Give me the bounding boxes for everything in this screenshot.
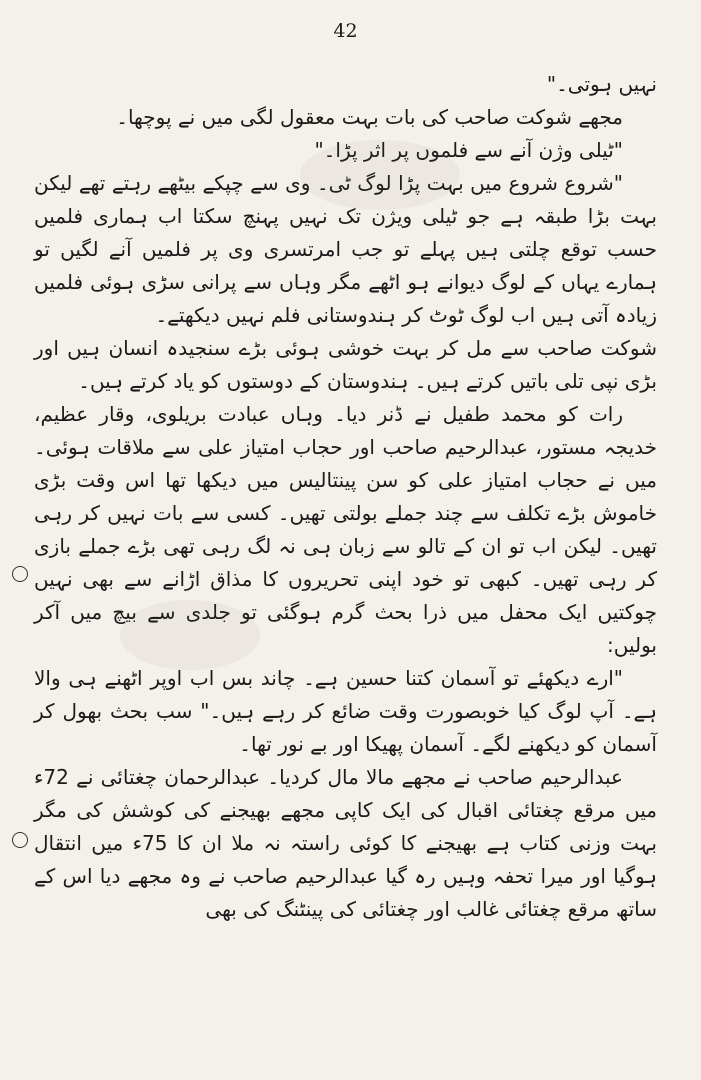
page-number: 42: [333, 20, 358, 42]
paper-smudge: [120, 600, 260, 670]
paragraph: عبدالرحیم صاحب نے مجھے مالا مال کردیا۔ عبدالرحمان چغتائی نے 72ء میں مرقع چغتائی اقبال کی ایک کاپی مجھے بھیجنے کی کوشش کی مگر بہت وزنی کتاب ہے بھیجنے کا کوئی راستہ نہ ملا ان کا 75ء میں انتقال ہوگیا اور میرا تحفہ وہیں رہ گیا عبدالرحیم صاحب نے وہ مجھے دیا اس کے ساتھ مرقع چغتائی غالب اور چغتائی کی پینٹنگ کی بھی: [34, 765, 657, 921]
margin-circle-mark: [12, 832, 28, 848]
paragraph: "ارے دیکھئے تو آسمان کتنا حسین ہے۔ چاند بس اب اوپر اٹھنے ہی والا ہے۔ آپ لوگ کیا خوبصورت وقت ضائع کر رہے ہیں۔" سب بحث بھول کر آسمان کو دیکھنے لگے۔ آسمان پھیکا اور بے نور تھا۔: [34, 666, 657, 756]
paragraph: رات کو محمد طفیل نے ڈنر دیا۔ وہاں عبادت بریلوی، وقار عظیم، خدیجہ مستور، عبدالرحیم صاحب اور حجاب امتیاز علی سے ملاقات ہوئی۔ میں نے حجاب امتیاز علی کو سن پینتالیس میں دیکھا تھا اس وقت بڑی خاموش بڑے تکلف سے چند جملے بولتی تھیں۔ کسی سے بات نہیں کر رہی تھیں۔ لیکن اب تو ان کے تالو سے زبان ہی نہ لگ رہی تھی بڑے جملے بازی کر رہی تھیں۔ کبھی تو خود اپنی تحریروں کا مذاق اڑانے سے بھی نہیں چوکتیں ایک محفل میں ذرا بحث گرم ہوگئی تو جلدی سے بیچ میں آکر بولیں:: [34, 402, 657, 657]
paragraph: "شروع شروع میں بہت پڑا لوگ ٹی۔ وی سے چپکے بیٹھے رہتے تھے لیکن بہت بڑا طبقہ ہے جو ٹیلی ویژن تک نہیں پہنچ سکتا اب ہماری فلمیں حسب توقع چلتی ہیں پہلے تو جب امرتسری وی پر فلمیں آنے لگیں تو ہمارے یہاں کے لوگ دیوانے ہو اٹھے مگر وہاں سے پرانی سڑی ہوئی فلمیں زیادہ آتی ہیں اب لوگ ٹوٹ کر ہندوستانی فلم نہیں دیکھتے۔: [34, 171, 657, 327]
paragraph: "ٹیلی وژن آنے سے فلموں پر اثر پڑا۔": [314, 138, 623, 162]
margin-circle-mark: [12, 566, 28, 582]
paragraph: نہیں ہوتی۔": [546, 72, 657, 96]
paragraph: مجھے شوکت صاحب کی بات بہت معقول لگی میں نے پوچھا۔: [116, 105, 623, 129]
paragraph: شوکت صاحب سے مل کر بہت خوشی ہوئی بڑے سنجیدہ انسان ہیں اور بڑی نپی تلی باتیں کرتے ہیں۔ ہندوستان کے دوستوں کو یاد کرتے ہیں۔: [34, 336, 657, 393]
paper-smudge: [300, 140, 460, 210]
